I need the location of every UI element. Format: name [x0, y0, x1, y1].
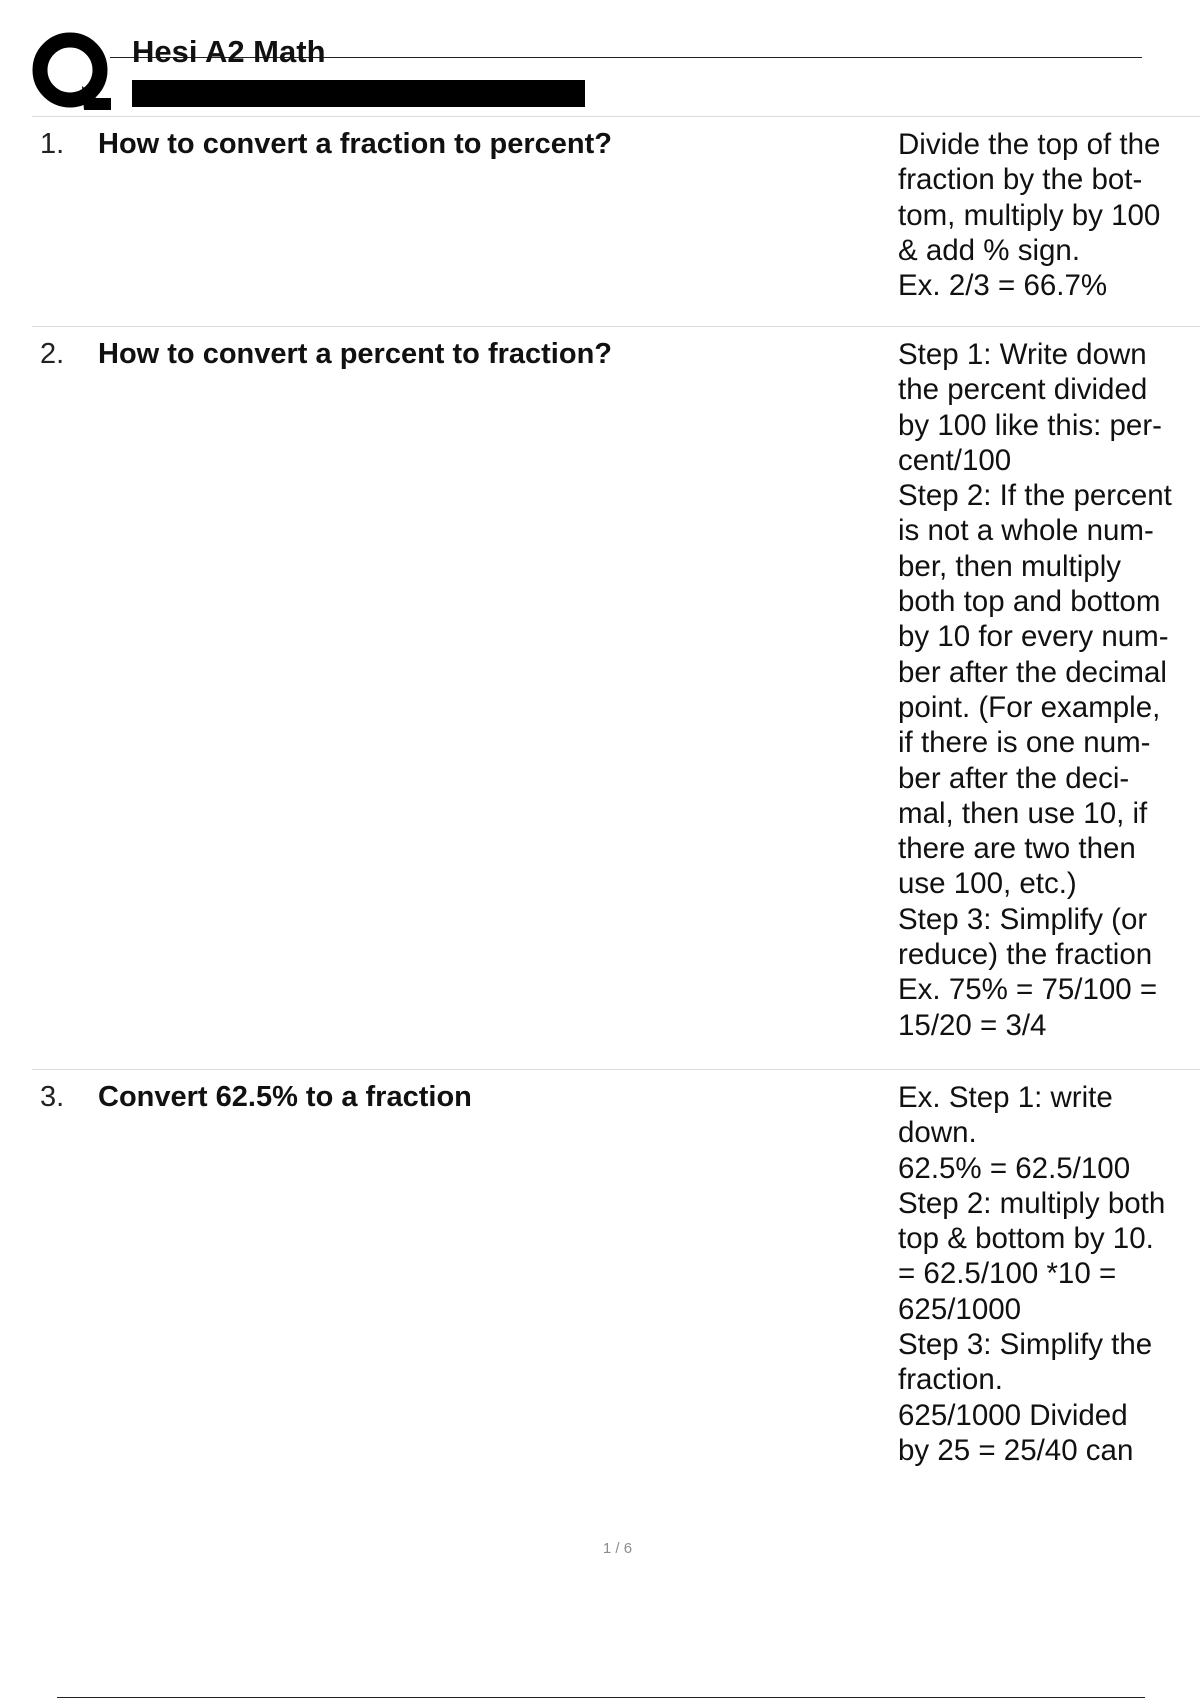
redacted-bar	[132, 80, 585, 107]
card-answer	[898, 1080, 1198, 1468]
answer-line: tom, multiply by 100	[898, 198, 1161, 232]
answer-line: = 62.5/100 *10 =	[898, 1257, 1117, 1291]
card-question: How to convert a fraction to percent?	[98, 128, 612, 160]
answer-line: Ex. 2/3 = 66.7%	[898, 269, 1108, 303]
answer-line: ber after the deci-	[898, 761, 1130, 795]
answer-line: ber, then multiply	[898, 549, 1122, 583]
card-answer	[898, 337, 1198, 1043]
answer-line: both top and bottom	[898, 585, 1161, 619]
answer-line: point. (For example,	[898, 690, 1161, 724]
page-header	[0, 0, 1200, 118]
answer-line: use 100, etc.)	[898, 867, 1077, 901]
answer-line: by 10 for every num-	[898, 620, 1169, 654]
answer-line: Divide the top of the	[898, 128, 1161, 161]
answer-line: if there is one num-	[898, 726, 1151, 760]
answer-line: Step 2: multiply both	[898, 1186, 1166, 1220]
answer-line: Step 3: Simplify the	[898, 1328, 1153, 1362]
card-number: 2.	[40, 338, 65, 370]
logo-icon	[32, 32, 112, 112]
card-question: Convert 62.5% to a fraction	[98, 1081, 472, 1113]
answer-line: Ex. Step 1: write	[898, 1081, 1113, 1114]
answer-line: Step 1: Write down	[898, 338, 1147, 371]
answer-line: Step 2: If the percent	[898, 479, 1172, 513]
answer-line: cent/100	[898, 443, 1012, 477]
answer-line: fraction by the bot-	[898, 163, 1143, 197]
page-indicator: 1 / 6	[602, 1540, 633, 1557]
answer-line: & add % sign.	[898, 233, 1081, 267]
card-number: 1.	[40, 128, 65, 160]
answer-line: top & bottom by 10.	[898, 1222, 1154, 1256]
answer-line: mal, then use 10, if	[898, 796, 1148, 830]
answer-line: 625/1000	[898, 1292, 1022, 1326]
answer-line: reduce) the fraction	[898, 938, 1153, 972]
answer-line: 62.5% = 62.5/100	[898, 1151, 1131, 1185]
answer-line: by 100 like this: per-	[898, 408, 1162, 442]
answer-line: is not a whole num-	[898, 514, 1154, 548]
answer-line: Ex. 75% = 75/100 =	[898, 973, 1158, 1007]
document-title: Hesi A2 Math	[132, 34, 326, 69]
answer-line: ber after the decimal	[898, 655, 1167, 689]
card-divider	[32, 326, 1200, 327]
card-divider	[32, 1069, 1200, 1070]
footer-rule	[57, 1697, 1145, 1698]
card-question: How to convert a percent to fraction?	[98, 338, 612, 370]
answer-line: 625/1000 Divided	[898, 1398, 1128, 1432]
answer-line: there are two then	[898, 832, 1136, 866]
answer-line: by 25 = 25/40 can	[898, 1433, 1134, 1467]
card-answer	[898, 127, 1198, 303]
header-divider	[32, 116, 1200, 117]
answer-line: Step 3: Simplify (or	[898, 902, 1148, 936]
answer-line: the percent divided	[898, 373, 1148, 407]
answer-line: fraction.	[898, 1363, 1003, 1397]
answer-line: down.	[898, 1116, 977, 1150]
card-number: 3.	[40, 1081, 65, 1113]
answer-line: 15/20 = 3/4	[898, 1008, 1047, 1042]
